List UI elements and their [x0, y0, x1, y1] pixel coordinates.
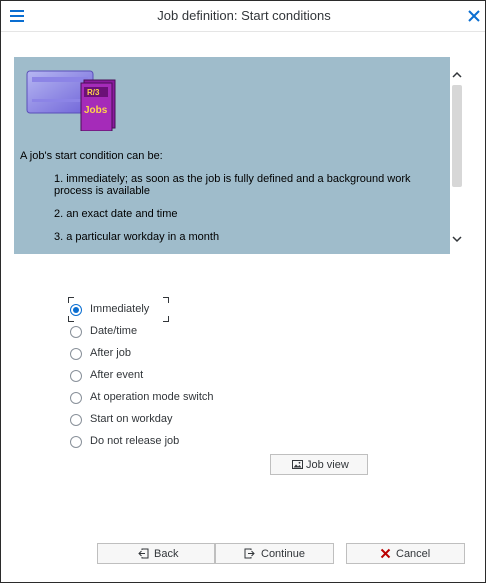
radio-label: After event: [90, 369, 144, 381]
info-list-item: 1. immediately; as soon as the job is fully defined and a background work process is available: [54, 173, 411, 197]
radio-operation-mode-switch[interactable]: [69, 390, 269, 406]
continue-icon: [244, 548, 255, 559]
cancel-button[interactable]: [346, 543, 465, 564]
radio-label: Date/time: [90, 325, 138, 337]
radio-after-event[interactable]: [69, 368, 269, 384]
chevron-down-icon[interactable]: [452, 231, 462, 241]
radio-label: At operation mode switch: [90, 391, 214, 403]
radio-button[interactable]: [70, 414, 82, 426]
radio-label: Do not release job: [90, 435, 180, 447]
back-arrow-icon: [138, 548, 149, 559]
info-scrollbar[interactable]: [450, 57, 464, 254]
job-view-button[interactable]: [270, 454, 368, 475]
info-list-item: 3. a particular workday in a month: [54, 231, 220, 243]
radio-immediately[interactable]: [69, 302, 269, 318]
r3-jobs-logo: [26, 69, 116, 131]
radio-button[interactable]: [70, 348, 82, 360]
radio-label: Immediately: [90, 303, 150, 315]
radio-label: Start on workday: [90, 413, 173, 425]
continue-label: Continue: [261, 548, 306, 560]
chevron-up-icon[interactable]: [452, 67, 462, 77]
back-button[interactable]: [97, 543, 215, 564]
info-list-item: 2. an exact date and time: [54, 208, 178, 220]
radio-start-on-workday[interactable]: [69, 412, 269, 428]
cancel-label: Cancel: [396, 548, 431, 560]
info-content: [14, 57, 450, 254]
radio-label: After job: [90, 347, 131, 359]
radio-button[interactable]: [70, 326, 82, 338]
info-list: [54, 173, 434, 254]
radio-button[interactable]: [70, 392, 82, 404]
close-icon[interactable]: [466, 7, 482, 25]
radio-date-time[interactable]: [69, 324, 269, 340]
cancel-x-icon: [380, 548, 391, 559]
radio-do-not-release-job[interactable]: [69, 434, 269, 450]
radio-after-job[interactable]: [69, 346, 269, 362]
radio-button-selected[interactable]: [70, 304, 82, 316]
image-icon: [292, 459, 303, 470]
svg-text:R/3: R/3: [87, 88, 100, 97]
continue-button[interactable]: [215, 543, 334, 564]
title-bar: [1, 1, 485, 32]
radio-button[interactable]: [70, 370, 82, 382]
dialog-title: Job definition: Start conditions: [157, 8, 331, 23]
info-panel: [14, 57, 464, 254]
job-view-label: Job view: [306, 459, 349, 471]
info-intro-text: A job's start condition can be:: [20, 150, 163, 162]
back-label: Back: [154, 548, 179, 560]
radio-button[interactable]: [70, 436, 82, 448]
scrollbar-thumb[interactable]: [452, 85, 462, 187]
svg-text:Jobs: Jobs: [84, 105, 108, 116]
